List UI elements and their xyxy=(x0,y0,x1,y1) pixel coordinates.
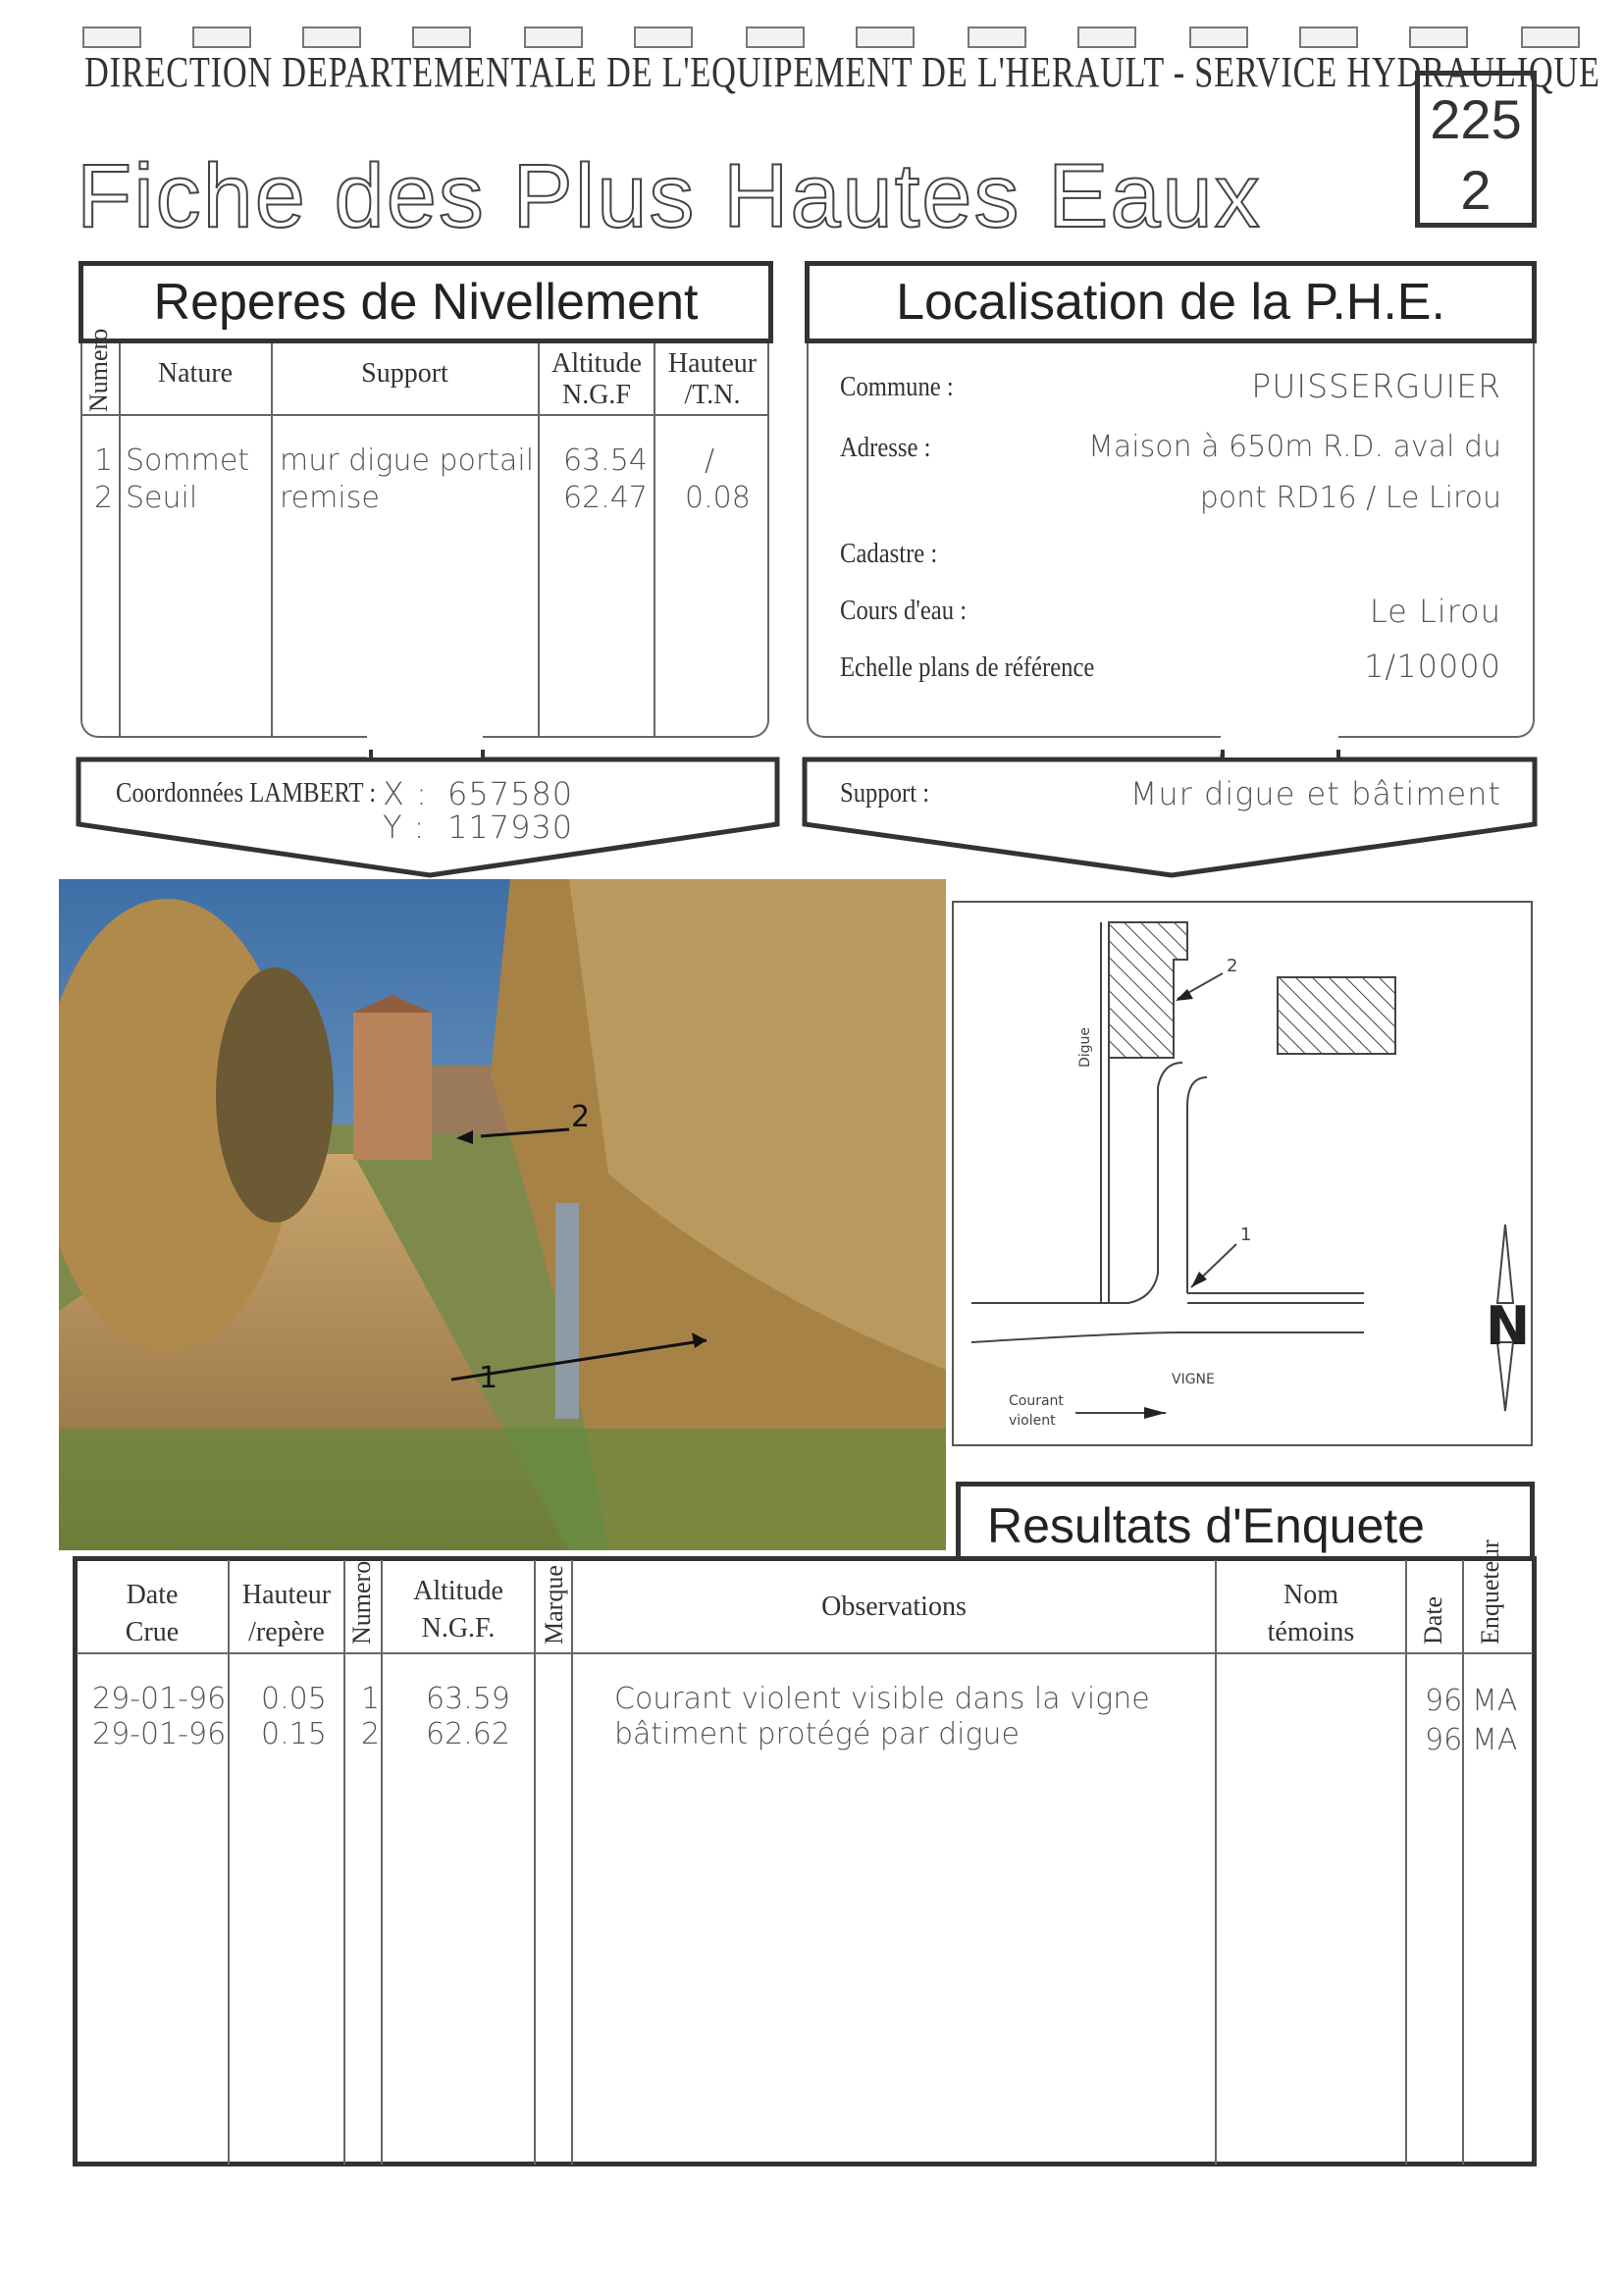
plan-courant-label: Courant xyxy=(1009,1393,1064,1409)
col-numero: Numero xyxy=(84,328,113,412)
repere-altitude: 62.47 xyxy=(563,481,648,515)
cadastre-label: Cadastre : xyxy=(840,538,938,569)
repere-numero: 2 xyxy=(94,481,114,515)
res-col-date: Date xyxy=(1419,1595,1447,1644)
res-col-date-crue-2: Crue xyxy=(125,1617,180,1647)
page-title: Fiche des Plus Hautes Eaux xyxy=(77,146,1262,246)
support-value: Mur digue et bâtiment xyxy=(1129,775,1501,812)
north-arrow-icon: N xyxy=(1486,1295,1531,1357)
commune-value: PUISSERGUIER xyxy=(1251,367,1501,405)
y-value: 117930 xyxy=(447,809,574,846)
commune-label: Commune : xyxy=(840,371,954,402)
res-col-marque: Marque xyxy=(540,1565,568,1644)
res-numero: 2 xyxy=(361,1717,381,1751)
lambert-arrow-box xyxy=(73,736,783,883)
repere-altitude: 63.54 xyxy=(563,444,648,478)
y-label: Y : xyxy=(383,809,426,846)
res-col-numero: Numero xyxy=(347,1560,376,1644)
col-altitude: Altitude N.G.F xyxy=(551,348,642,411)
photo-marker-1: 1 xyxy=(479,1361,498,1395)
res-col-hauteur-2: /repère xyxy=(248,1617,325,1647)
res-col-enqueteur: Enqueteur xyxy=(1476,1539,1504,1644)
res-date-crue: 29-01-96 xyxy=(92,1682,227,1716)
res-col-nom-1: Nom xyxy=(1283,1580,1338,1610)
res-enqueteur: MA xyxy=(1472,1684,1518,1718)
plan-vigne-label: VIGNE xyxy=(1172,1372,1215,1387)
res-col-altitude-2: N.G.F. xyxy=(421,1613,496,1644)
adresse-label: Adresse : xyxy=(840,432,931,463)
res-hauteur: 0.05 xyxy=(261,1682,327,1716)
echelle-value: 1/10000 xyxy=(1364,648,1501,685)
col-hauteur: Hauteur /T.N. xyxy=(667,348,758,411)
support-label: Support : xyxy=(840,777,930,809)
lambert-label: Coordonnées LAMBERT : xyxy=(116,777,377,809)
cours-label: Cours d'eau : xyxy=(840,595,968,626)
repere-numero: 1 xyxy=(94,444,114,478)
department-header: DIRECTION DEPARTEMENTALE DE L'EQUIPEMENT DE L'HERAULT - SERVICE HYDRAULIQUE xyxy=(84,48,1600,96)
reperes-title: Reperes de Nivellement xyxy=(79,261,773,343)
plan-marker-1: 1 xyxy=(1240,1225,1252,1245)
res-observations: bâtiment protégé par digue xyxy=(614,1717,1020,1751)
res-numero: 1 xyxy=(361,1682,381,1716)
adresse-line1: Maison à 650m R.D. aval du xyxy=(1087,430,1501,464)
res-col-observations: Observations xyxy=(821,1592,967,1622)
photo-marker-2: 2 xyxy=(571,1100,591,1134)
res-hauteur: 0.15 xyxy=(261,1717,327,1751)
res-observations: Courant violent visible dans la vigne xyxy=(614,1682,1150,1716)
res-col-date-crue-1: Date xyxy=(126,1580,179,1610)
x-value: 657580 xyxy=(447,775,574,812)
res-date: 96 xyxy=(1425,1684,1463,1718)
col-nature: Nature xyxy=(157,358,234,389)
repere-hauteur: 0.08 xyxy=(685,481,751,515)
sheet-number-box xyxy=(1415,71,1537,228)
plan-marker-2: 2 xyxy=(1227,956,1238,976)
cours-value: Le Lirou xyxy=(1369,593,1501,630)
res-altitude: 63.59 xyxy=(426,1682,510,1716)
adresse-line2: pont RD16 / Le Lirou xyxy=(1199,481,1501,515)
res-enqueteur: MA xyxy=(1472,1723,1518,1757)
res-col-hauteur-1: Hauteur xyxy=(241,1580,332,1610)
res-col-nom-2: témoins xyxy=(1267,1617,1355,1647)
repere-nature: Seuil xyxy=(126,481,198,515)
repere-support: mur digue portail xyxy=(280,444,535,478)
resultats-title: Resultats d'Enquete xyxy=(987,1498,1425,1553)
res-date: 96 xyxy=(1425,1723,1463,1757)
sheet-number: 225 xyxy=(1430,88,1522,150)
x-label: X : xyxy=(383,775,428,812)
site-plan xyxy=(952,901,1533,1446)
echelle-label: Echelle plans de référence xyxy=(840,652,1095,683)
repere-hauteur: / xyxy=(705,444,715,478)
col-support: Support xyxy=(361,358,448,389)
res-col-altitude-1: Altitude xyxy=(413,1576,503,1606)
plan-digue-label: Digue xyxy=(1077,1026,1093,1068)
repere-support: remise xyxy=(280,481,380,515)
sheet-sub-number: 2 xyxy=(1460,159,1492,221)
plan-violent-label: violent xyxy=(1009,1413,1056,1429)
localisation-title: Localisation de la P.H.E. xyxy=(805,261,1537,343)
res-date-crue: 29-01-96 xyxy=(92,1717,227,1751)
repere-nature: Sommet xyxy=(126,444,250,478)
res-altitude: 62.62 xyxy=(426,1717,510,1751)
site-photo xyxy=(59,879,946,1550)
